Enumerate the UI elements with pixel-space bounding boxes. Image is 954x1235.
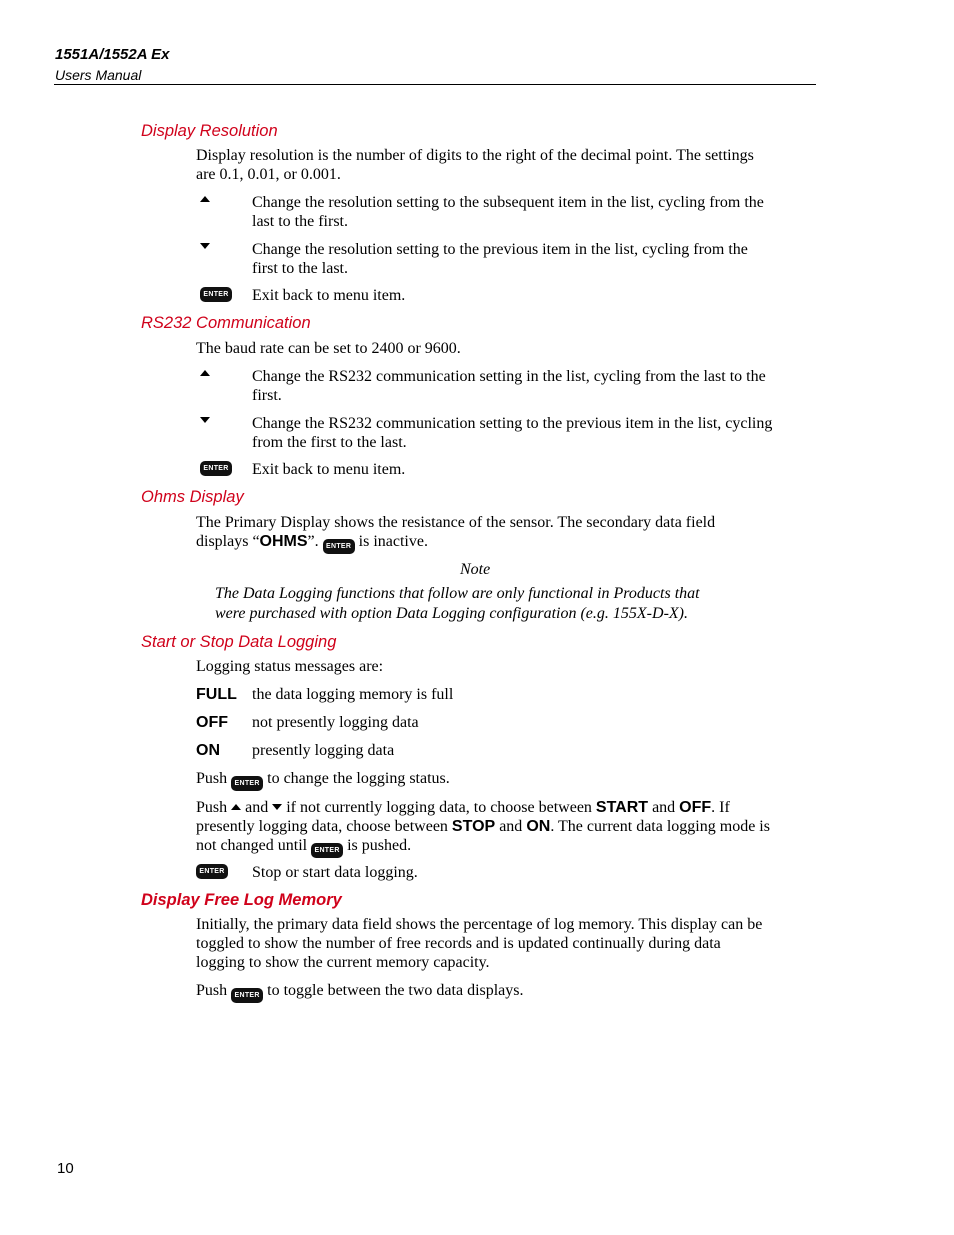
enter-key-icon: ENTER — [311, 843, 343, 858]
down-arrow-icon — [200, 243, 210, 249]
note-text: were purchased with option Data Logging configuration (e.g. 155X-D-X). — [215, 605, 688, 622]
status-code: ON — [196, 742, 220, 759]
heading-ohms-display: Ohms Display — [141, 488, 244, 506]
up-arrow-icon — [200, 370, 210, 376]
manual-model: 1551A/1552A Ex — [55, 46, 170, 63]
up-arrow-description: Change the resolution setting to the subsequent item in the list, cycling from the last to the first. — [252, 194, 764, 230]
heading-data-logging: Start or Stop Data Logging — [141, 633, 337, 651]
heading-free-log-memory: Display Free Log Memory — [141, 891, 342, 909]
enter-key-icon: ENTER — [231, 988, 263, 1003]
heading-display-resolution: Display Resolution — [141, 122, 278, 140]
enter-description: Exit back to menu item. — [252, 461, 406, 478]
enter-key-icon: ENTER — [200, 287, 232, 302]
down-arrow-description: Change the RS232 communication setting to the previous item in the list, cycling from the first to the last. — [252, 415, 773, 451]
up-arrow-description: Change the RS232 communication setting in the list, cycling from the last to the first. — [252, 368, 766, 404]
enter-description: Exit back to menu item. — [252, 287, 406, 304]
enter-description: Stop or start data logging. — [252, 864, 418, 881]
enter-key-icon: ENTER — [323, 539, 355, 554]
paragraph: Push ENTER to toggle between the two data displays. — [196, 981, 524, 1003]
up-arrow-icon — [200, 196, 210, 202]
manual-subtitle: Users Manual — [55, 67, 142, 83]
status-description: not presently logging data — [252, 714, 419, 731]
down-arrow-icon — [272, 804, 282, 810]
paragraph: The Primary Display shows the resistance of the sensor. The secondary data field displays “OHMS”. ENTER is inactive. — [196, 513, 715, 554]
paragraph: The baud rate can be set to 2400 or 9600. — [196, 340, 461, 357]
status-code: OFF — [196, 714, 228, 731]
enter-key-icon: ENTER — [231, 776, 263, 791]
down-arrow-description: Change the resolution setting to the previous item in the list, cycling from the first to the last. — [252, 241, 748, 277]
up-arrow-icon — [231, 804, 241, 810]
status-description: presently logging data — [252, 742, 395, 759]
paragraph: Push and if not currently logging data, to choose between START and OFF. If presently logging data, choose between STOP and ON. The current data logging mode is not changed until ENTER is pushed. — [196, 798, 770, 858]
note-text: The Data Logging functions that follow are only functional in Products that — [215, 585, 700, 602]
status-description: the data logging memory is full — [252, 686, 454, 703]
paragraph: Display resolution is the number of digits to the right of the decimal point. The settings are 0.1, 0.01, or 0.001. — [196, 147, 754, 183]
note-title: Note — [460, 561, 491, 578]
paragraph: Logging status messages are: — [196, 658, 384, 675]
enter-key-icon: ENTER — [200, 461, 232, 476]
status-code: FULL — [196, 686, 237, 703]
heading-rs232: RS232 Communication — [141, 314, 311, 332]
paragraph: Push ENTER to change the logging status. — [196, 769, 450, 791]
header-rule — [54, 84, 816, 85]
enter-key-icon: ENTER — [196, 864, 228, 879]
down-arrow-icon — [200, 417, 210, 423]
paragraph: Initially, the primary data field shows the percentage of log memory. This display can be toggled to show the number of free records and is updated continually during data logging to show the current memory capacity. — [196, 916, 763, 971]
page-number: 10 — [57, 1160, 74, 1177]
